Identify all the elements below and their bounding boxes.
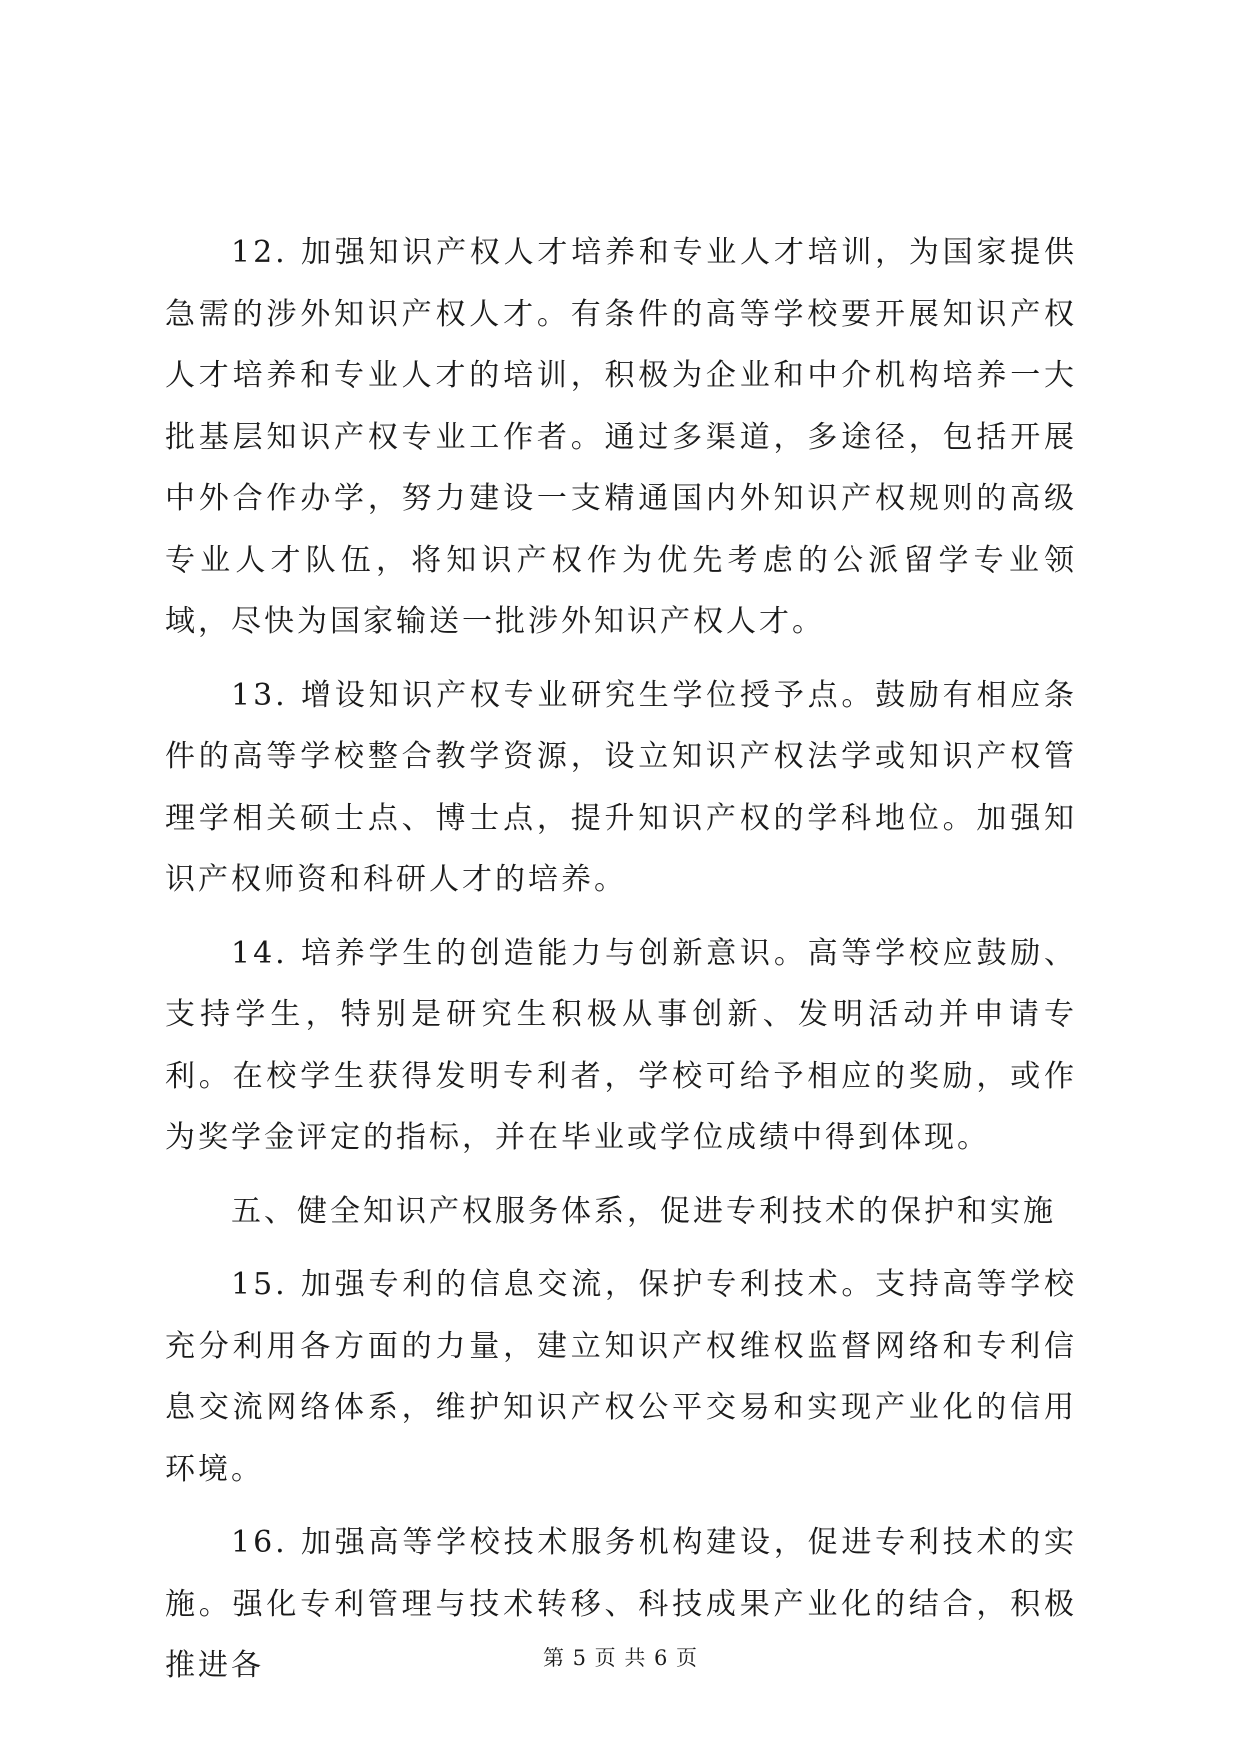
paragraph-13: 13. 增设知识产权专业研究生学位授予点。鼓励有相应条件的高等学校整合教学资源，设立知识产权法学或知识产权管理学相关硕士点、博士点，提升知识产权的学科地位。加强知识产权师资和科研人才的培养。	[165, 677, 1077, 897]
section-heading-5: 五、健全知识产权服务体系，促进专利技术的保护和实施	[231, 1193, 1056, 1229]
paragraph-16: 16. 加强高等学校技术服务机构建设，促进专利技术的实施。强化专利管理与技术转移、科技成果产业化的结合，积极推进各	[165, 1525, 1077, 1683]
paragraph-12: 12. 加强知识产权人才培养和专业人才培训，为国家提供急需的涉外知识产权人才。有条件的高等学校要开展知识产权人才培养和专业人才的培训，积极为企业和中介机构培养一大批基层知识产权专业工作者。通过多渠道，多途径，包括开展中外合作办学，努力建设一支精通国内外知识产权规则的高级专业人才队伍，将知识产权作为优先考虑的公派留学专业领域，尽快为国家输送一批涉外知识产权人才。	[165, 235, 1077, 639]
page-number-footer: 第 5 页 共 6 页	[542, 1646, 699, 1670]
paragraph-14: 14. 培养学生的创造能力与创新意识。高等学校应鼓励、支持学生，特别是研究生积极从事创新、发明活动并申请专利。在校学生获得发明专利者，学校可给予相应的奖励，或作为奖学金评定的指标，并在毕业或学位成绩中得到体现。	[165, 935, 1077, 1155]
paragraph-15: 15. 加强专利的信息交流，保护专利技术。支持高等学校充分利用各方面的力量，建立知识产权维权监督网络和专利信息交流网络体系，维护知识产权公平交易和实现产业化的信用环境。	[165, 1267, 1077, 1487]
document-body	[165, 222, 1077, 1709]
